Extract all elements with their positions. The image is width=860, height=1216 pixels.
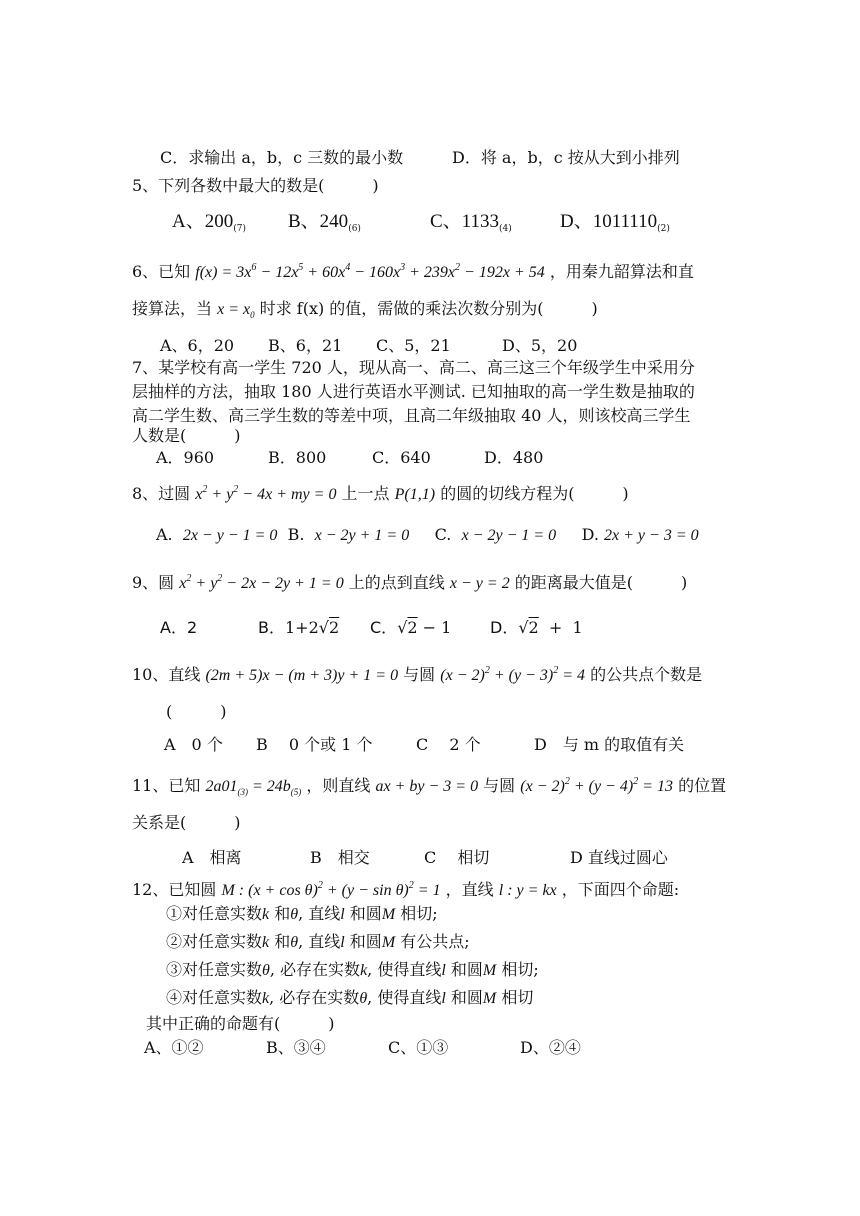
q9-circle-eq: $x^2 + y^2 - 2x - 2y + 1 = 0$ <box>179 573 344 592</box>
q6-x-eq-x0: $x = x_0$ <box>217 301 255 320</box>
q7-option-a: A．960 <box>156 448 215 467</box>
q12-option-a: A、①② <box>144 1038 204 1057</box>
q10-option-c: C 2 个 <box>416 735 481 754</box>
q5-option-a: A、$200_{(7)}$ <box>172 211 246 234</box>
q9-option-d: D．√2 + 1 <box>490 618 583 637</box>
q7-line4: 人数是( ) <box>132 426 241 445</box>
q6-option-c: C、5，21 <box>376 336 451 355</box>
q6-option-d: D、5，20 <box>502 336 578 355</box>
q5-option-d: D、$1011110_{(2)}$ <box>560 211 670 234</box>
q10-circle-eq: $(x - 2)^2 + (y - 3)^2 = 4$ <box>440 665 585 684</box>
q12-circle-eq: M : $(x + \cos \theta)^2 + (y - \sin \theta)^2 = 1$ <box>221 880 441 899</box>
q7-option-c: C．640 <box>372 448 431 467</box>
q12-option-b: B、③④ <box>266 1038 326 1057</box>
q12-line-eq: l : y = kx <box>498 882 557 899</box>
q12-proposition-4: ④对任意实数k, 必存在实数θ, 使得直线l 和圆M 相切 <box>166 988 534 1007</box>
q12-proposition-3: ③对任意实数θ, 必存在实数k, 使得直线l 和圆M 相切; <box>166 960 539 979</box>
q10-line-eq: (2m + 5)x − (m + 3)y + 1 = 0 <box>205 667 399 684</box>
q12-ask: 其中正确的命题有( ) <box>146 1014 335 1033</box>
q7-option-b: B．800 <box>268 448 327 467</box>
q9-stem: 9、圆 $x^2 + y^2 - 2x - 2y + 1 = 0$ 上的点到直线 x − y = 2 的距离最大值是( ) <box>132 573 688 592</box>
q10-stem: 10、直线 (2m + 5)x − (m + 3)y + 1 = 0 与圆 $(x - 2)^2 + (y - 3)^2 = 4$ 的公共点个数是 <box>132 665 703 684</box>
q12-proposition-1: ①对任意实数k 和θ, 直线l 和圆M 相切; <box>166 904 438 923</box>
q11-circle-eq: $(x - 2)^2 + (y - 4)^2 = 13$ <box>520 776 673 795</box>
q4-option-d: D．将 a，b，c 按从大到小排列 <box>452 148 680 167</box>
q8-point: P(1,1) <box>394 486 436 503</box>
q4-option-c: C．求输出 a，b，c 三数的最小数 <box>160 148 404 167</box>
q11-option-d: D 直线过圆心 <box>570 848 668 867</box>
q10-option-b: B 0 个或 1 个 <box>256 735 373 754</box>
q6-stem-line1: 6、已知 $f(x) = 3x^6 - 12x^5 + 60x^4 - 160x^3 + 239x^2 - 192x + 54$ ，用秦九韶算法和直 <box>132 262 694 281</box>
q11-stem: 11、已知 $2a01_{(3)} = 24b_{(5)}$ ，则直线 ax + by − 3 = 0 与圆 $(x - 2)^2 + (y - 4)^2 = 13$ 的位置 <box>132 776 727 797</box>
q9-option-a: A．2 <box>160 618 198 637</box>
q5-option-b: B、$240_{(6)}$ <box>288 211 361 234</box>
q10-option-a: A 0 个 <box>164 735 223 754</box>
q11-option-b: B 相交 <box>310 848 370 867</box>
q11-option-a: A 相离 <box>182 848 242 867</box>
q5-stem: 5、下列各数中最大的数是( ) <box>132 176 379 195</box>
q5-option-c: C、$1133_{(4)}$ <box>430 211 512 234</box>
q7-line2: 层抽样的方法，抽取 180 人进行英语水平测试. 已知抽取的高一学生数是抽取的 <box>132 382 695 401</box>
q12-proposition-2: ②对任意实数k 和θ, 直线l 和圆M 有公共点; <box>166 932 470 951</box>
q8-stem: 8、过圆 $x^2 + y^2 - 4x$ + my = 0 上一点 P(1,1) 的圆的切线方程为( ) <box>132 484 629 503</box>
q11-stem-line2: 关系是( ) <box>132 813 241 832</box>
q8-options: A. 2x − y − 1 = 0 B. x − 2y + 1 = 0 C. x − 2y − 1 = 0 D. 2x + y − 3 = 0 <box>156 525 699 544</box>
q6-option-b: B、6，21 <box>268 336 343 355</box>
q12-option-d: D、②④ <box>520 1038 581 1057</box>
q6-polynomial: $f(x) = 3x^6 - 12x^5 + 60x^4 - 160x^3 + 239x^2 - 192x + 54$ <box>195 262 545 281</box>
q12-option-c: C、①③ <box>388 1038 449 1057</box>
q12-stem: 12、已知圆 M : $(x + \cos \theta)^2 + (y - \sin \theta)^2 = 1$ ，直线 l : y = kx ，下面四个命题: <box>132 880 680 899</box>
q11-base-eq: $2a01_{(3)} = 24b_{(5)}$ <box>205 778 302 797</box>
q6-stem-line2: 接算法，当 $x = x_0$ 时求 f(x) 的值，需做的乘法次数分别为( ) <box>132 299 598 320</box>
q9-option-b: B．1+2√2 <box>258 618 340 637</box>
q9-option-c: C．√2 − 1 <box>370 618 452 637</box>
q9-line-eq: x − y = 2 <box>449 575 510 592</box>
q7-option-d: D．480 <box>484 448 544 467</box>
q7-line1: 7、某学校有高一学生 720 人，现从高一、高二、高三这三个年级学生中采用分 <box>132 358 695 377</box>
q11-line-eq: ax + by − 3 = 0 <box>375 778 479 795</box>
q7-line3: 高二学生数、高三学生数的等差中项，且高二年级抽取 40 人，则该校高三学生 <box>132 406 691 425</box>
q10-paren: ( ) <box>166 702 227 721</box>
q10-option-d: D 与 m 的取值有关 <box>534 735 685 754</box>
q6-option-a: A、6，20 <box>160 336 235 355</box>
q8-circle-eq: $x^2 + y^2 - 4x$ + my = 0 <box>195 484 337 503</box>
q11-option-c: C 相切 <box>424 848 490 867</box>
